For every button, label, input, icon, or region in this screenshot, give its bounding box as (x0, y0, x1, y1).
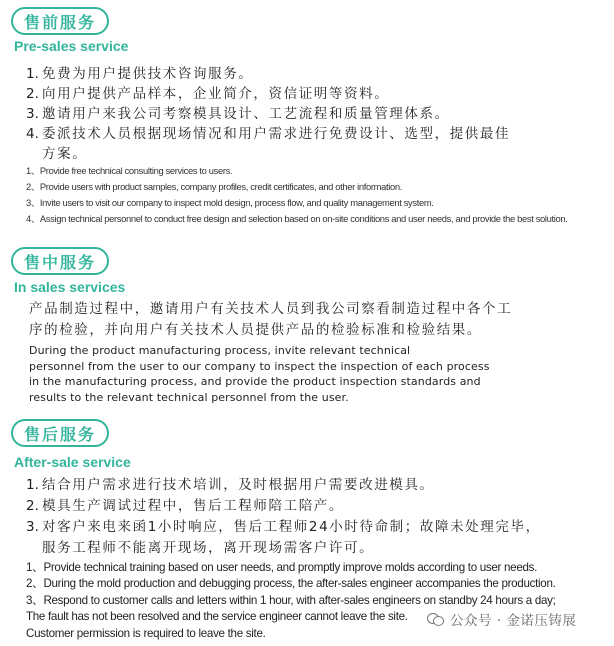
list-item: 1、Provide free technical consulting services to users. (26, 165, 233, 176)
list-item: 4、Assign technical personnel to conduct free design and selection based on on-site conditions and user needs, and provide the best solution. (26, 213, 568, 224)
aftersale-en-list (26, 560, 556, 642)
wechat-icon (427, 612, 445, 626)
list-item: 3、Respond to customer calls and letters within 1 hour, with after-sales engineers on standby 24 hours a day; (26, 593, 556, 607)
list-item: 2. 向用户提供产品样本，企业简介，资信证明等资料。 (26, 86, 390, 102)
insales-en-paragraph (29, 343, 490, 405)
presales-cn-list (26, 64, 510, 164)
paragraph-line: in the manufacturing process, and provide the product inspection standards and (29, 375, 481, 389)
paragraph-line: 产品制造过程中，邀请用户有关技术人员到我公司察看制造过程中各个工 (29, 301, 513, 317)
list-item: 1、Provide technical training based on user needs, and promptly improve molds according to user needs. (26, 561, 538, 574)
list-item: 4. 委派技术人员根据现场情况和用户需求进行免费设计、选型，提供最佳 方案。 (26, 126, 511, 162)
watermark (427, 609, 576, 629)
presales-subtitle: Pre-sales service (14, 38, 129, 54)
insales-pill (11, 247, 109, 275)
paragraph-line: personnel from the user to our company to inspect the inspection of each process (29, 359, 490, 373)
list-item: 3. 邀请用户来我公司考察模具设计、工艺流程和质量管理体系。 (26, 106, 450, 122)
presales-pill-label: 售前服务 (23, 12, 96, 32)
watermark-text: 公众号 · 金诺压铸展 (450, 613, 577, 629)
list-item: The fault has not been resolved and the service engineer cannot leave the site. (26, 610, 408, 624)
paragraph-line: 序的检验，并向用户有关技术人员提供产品的检验标准和检验结果。 (29, 322, 482, 338)
list-item: 1. 结合用户需求进行技术培训，及时根据用户需要改进模具。 (26, 477, 435, 493)
aftersale-pill (11, 419, 109, 447)
list-item: 3、Invite users to visit our company to inspect mold design, process flow, and quality management system. (26, 197, 434, 208)
insales-cn-paragraph (29, 299, 512, 341)
aftersale-cn-list (26, 475, 541, 559)
list-item: 2、Provide users with product samples, company profiles, credit certificates, and other information. (26, 181, 402, 192)
list-item: Customer permission is required to leave the site. (26, 626, 266, 640)
insales-section (0, 240, 614, 410)
presales-en-list (26, 163, 568, 227)
list-item: 3. 对客户来电来函1小时响应，售后工程师24小时待命制；故障未处理完毕， 服务工程师不能离开现场，离开现场需客户许可。 (26, 519, 541, 556)
insales-subtitle: In sales services (14, 279, 126, 295)
list-item: 1. 免费为用户提供技术咨询服务。 (26, 66, 254, 82)
list-item: 2. 模具生产调试过程中，售后工程师陪工陪产。 (26, 498, 344, 514)
aftersale-subtitle: After-sale service (14, 454, 131, 470)
paragraph-line: results to the relevant technical personnel from the user. (29, 390, 349, 404)
paragraph-line: During the product manufacturing process, invite relevant technical (29, 344, 411, 357)
presales-section (0, 0, 614, 240)
list-item: 2、During the mold production and debugging process, the after-sales engineer accompanies the production. (26, 577, 556, 591)
aftersale-pill-label: 售后服务 (23, 424, 96, 444)
insales-pill-label: 售中服务 (23, 252, 96, 272)
presales-pill (11, 7, 109, 35)
